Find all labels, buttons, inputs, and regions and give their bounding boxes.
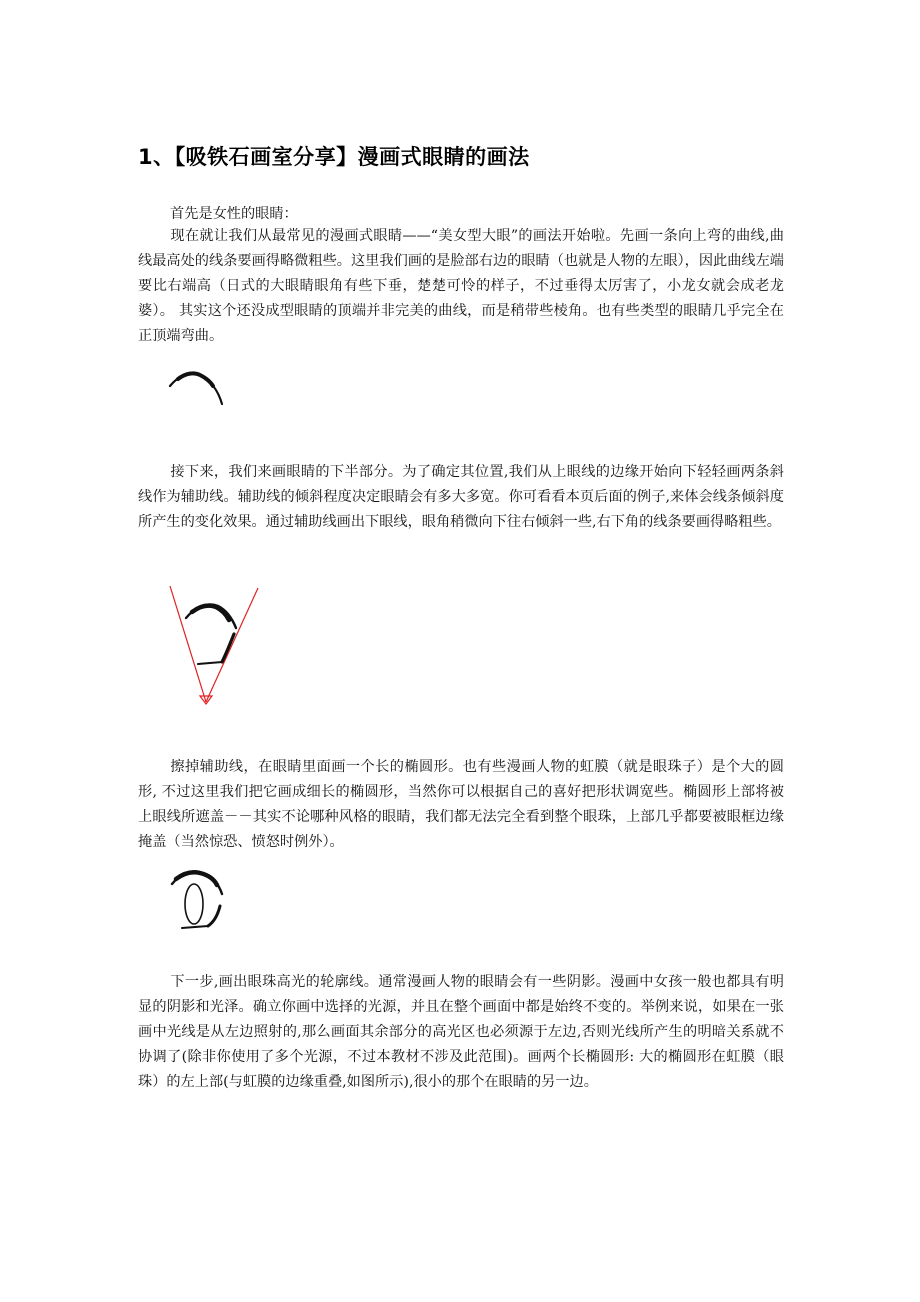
paragraph-3 xyxy=(138,755,784,855)
paragraph-1-text: 现在就让我们从最常见的漫画式眼睛——“美女型大眼”的画法开始啦。先画一条向上弯的曲线,曲线最高处的线条要画得略微粗些。这里我们画的是脸部右边的眼睛（也就是人物的左眼），因此曲线左端要比右端高（日式的大眼睛眼角有些下垂，楚楚可怜的样子，不过垂得太厉害了，小龙女就会成老龙婆）。 其实这个还没成型眼睛的顶端并非完美的曲线，而是稍带些棱角。也有些类型的眼睛几乎完全在正顶端弯曲。 xyxy=(138,228,784,344)
upper-eyelid-curve-drawing xyxy=(166,366,230,410)
intro-text: 首先是女性的眼睛： xyxy=(170,206,298,222)
page-title: 1、【吸铁石画室分享】漫画式眼睛的画法 xyxy=(138,145,530,169)
paragraph-4 xyxy=(138,970,784,1095)
eye-with-iris-ellipse-drawing xyxy=(168,866,232,936)
paragraph-2-text: 接下来，我们来画眼睛的下半部分。为了确定其位置,我们从上眼线的边缘开始向下轻轻画两条斜线作为辅助线。辅助线的倾斜程度决定眼睛会有多大多宽。你可看看本页后面的例子,来体会线条倾斜度所产生的变化效果。通过辅助线画出下眼线，眼角稍微向下往右倾斜一些,右下角的线条要画得略粗些。 xyxy=(138,464,784,530)
paragraph-1 xyxy=(138,224,784,349)
paragraph-3-text: 擦掉辅助线，在眼睛里面画一个长的椭圆形。也有些漫画人物的虹膜（就是眼珠子）是个大的圆形, 不过这里我们把它画成细长的椭圆形，当然你可以根据自己的喜好把形状调宽些。椭圆形上部将被上眼线所遮盖－－其实不论哪种风格的眼睛，我们都无法完全看到整个眼珠，上部几乎都要被眼框边缘掩盖（当然惊恐、愤怒时例外）。 xyxy=(138,759,784,850)
paragraph-2 xyxy=(138,460,784,535)
eye-with-guide-lines-drawing xyxy=(162,582,262,710)
paragraph-4-text: 下一步,画出眼珠高光的轮廓线。通常漫画人物的眼睛会有一些阴影。漫画中女孩一般也都具有明显的阴影和光泽。确立你画中选择的光源，并且在整个画面中都是始终不变的。举例来说，如果在一张画中光线是从左边照射的,那么画面其余部分的高光区也必须源于左边,否则光线所产生的明暗关系就不协调了(除非你使用了多个光源，不过本教材不涉及此范围)。画两个长椭圆形: 大的椭圆形在虹膜（眼珠）的左上部(与虹膜的边缘重叠,如图所示),很小的那个在眼睛的另一边。 xyxy=(138,974,784,1090)
